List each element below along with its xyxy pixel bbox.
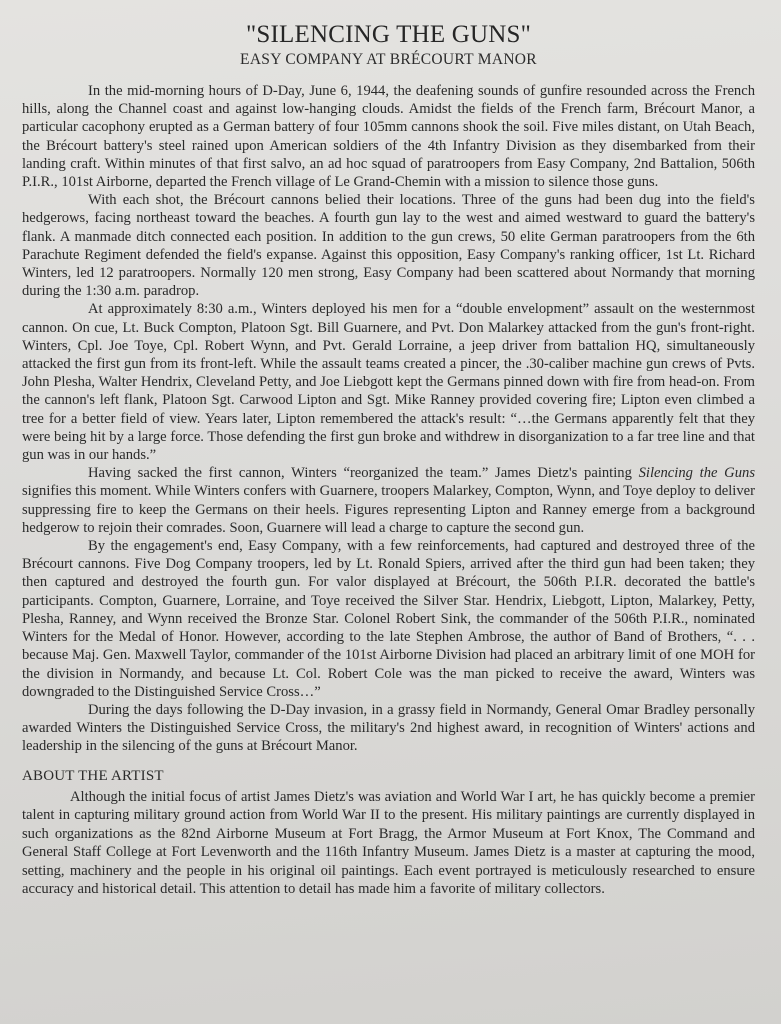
paragraph-4-after: signifies this moment. While Winters confers with Guarnere, troopers Malarkey, Compton, Wynn, and Toye deploy to deliver suppressing fire to keep the Germans on their heels. Figures representing Lipton and Ranney emerge from a background hedgerow to rejoin their comrades. Soon, Guarnere will lead a charge to capture the second gun. <box>22 483 755 536</box>
paragraph-4 <box>22 464 755 537</box>
painting-title: Silencing the Guns <box>638 465 755 482</box>
article-body <box>22 82 755 756</box>
paragraph-3: At approximately 8:30 a.m., Winters deployed his men for a “double envelopment” assault on the westernmost cannon. On cue, Lt. Buck Compton, Platoon Sgt. Bill Guarnere, and Pvt. Don Malarkey attacked from the gun's front-right. Winters, Cpl. Joe Toye, Cpl. Robert Wynn, and Pvt. Gerald Lorraine, a jeep driver from battalion HQ, simultaneously attacked the first gun from its front-left. While the assault teams created a pincer, the .30-caliber machine gun crews of Pvts. John Plesha, Walter Hendrix, Cleveland Petty, and Joe Liebgott kept the Germans pinned down with fire from head-on. From the cannon's left flank, Platoon Sgt. Carwood Lipton and Sgt. Mike Ranney provided covering fire; Lipton even climbed a tree for a better field of view. Years later, Lipton remembered the attack's result: “…the Germans apparently felt that they were being hit by a large force. Those defending the first gun broke and withdrew in disorganization to a far tree line and that gun was in our hands.” <box>22 301 755 464</box>
about-artist-heading: ABOUT THE ARTIST <box>22 767 164 784</box>
document-subtitle: EASY COMPANY AT BRÉCOURT MANOR <box>240 51 537 68</box>
about-artist-paragraph: Although the initial focus of artist James Dietz's was aviation and World War I art, he has quickly become a premier talent in capturing military ground action from World War II to the present. His military paintings are currently displayed in such organizations as the 82nd Airborne Museum at Fort Bragg, the Armor Museum at Fort Knox, The Command and General Staff College at Fort Levenworth and the 116th Infantry Museum. James Dietz is a master at capturing the mood, setting, machinery and the people in his original oil paintings. Each event portrayed is meticulously researched to ensure accuracy and historical detail. This attention to detail has made him a favorite of military collectors. <box>22 788 755 898</box>
about-artist-body <box>22 788 755 900</box>
paragraph-5: By the engagement's end, Easy Company, with a few reinforcements, had captured and destroyed three of the Brécourt cannons. Five Dog Company troopers, led by Lt. Ronald Spiers, arrived after the third gun had been taken; they then captured and destroyed the fourth gun. For valor displayed at Brécourt, the 506th P.I.R. decorated the battle's participants. Compton, Guarnere, Lorraine, and Toye received the Silver Star. Hendrix, Liebgott, Lipton, Malarkey, Petty, Plesha, Ranney, and Wynn received the Bronze Star. Colonel Robert Sink, the commander of the 506th P.I.R., nominated Winters for the Medal of Honor. However, according to the late Stephen Ambrose, the author of Band of Brothers, “. . . because Maj. Gen. Maxwell Taylor, commander of the 101st Airborne Division had placed an arbitrary limit of one MOH for the division in Normandy, and because Lt. Col. Robert Cole was the man picked to receive the award, Winters was downgraded to the Distinguished Service Cross…” <box>22 538 755 700</box>
document-title: "SILENCING THE GUNS" <box>245 21 532 48</box>
paragraph-6: During the days following the D-Day invasion, in a grassy field in Normandy, General Omar Bradley personally awarded Winters the Distinguished Service Cross, the military's 2nd highest award, in recognition of Winters' actions and leadership in the silencing of the guns at Brécourt Manor. <box>22 701 755 755</box>
paragraph-1: In the mid-morning hours of D-Day, June 6, 1944, the deafening sounds of gunfire resounded across the French hills, along the Channel coast and against low-hanging clouds. Amidst the fields of the French farm, Brécourt Manor, a particular cacophony erupted as a German battery of four 105mm cannons shook the soil. Five miles distant, on Utah Beach, the Brécourt battery's steel rained upon American soldiers of the 4th Infantry Division as they disembarked from their landing craft. Within minutes of that first salvo, an ad hoc squad of paratroopers from Easy Company, 2nd Battalion, 506th P.I.R., 101st Airborne, departed the French village of Le Grand-Chemin with a mission to silence those guns. <box>22 83 755 191</box>
paragraph-4-before: Having sacked the first cannon, Winters “reorganized the team.” James Dietz's painting <box>88 465 639 482</box>
paragraph-2: With each shot, the Brécourt cannons belied their locations. Three of the guns had been dug into the field's hedgerows, facing northeast toward the beaches. A fourth gun lay to the west and aimed westward to guard the battery's flank. A manmade ditch connected each position. In addition to the gun crews, 50 elite German paratroopers from the 6th Parachute Regiment defended the field's expanse. Against this opposition, Easy Company's ranking officer, 1st Lt. Richard Winters, led 12 paratroopers. Normally 120 men strong, Easy Company had been scattered about Normandy that morning during the 1:30 a.m. paradrop. <box>22 192 755 300</box>
